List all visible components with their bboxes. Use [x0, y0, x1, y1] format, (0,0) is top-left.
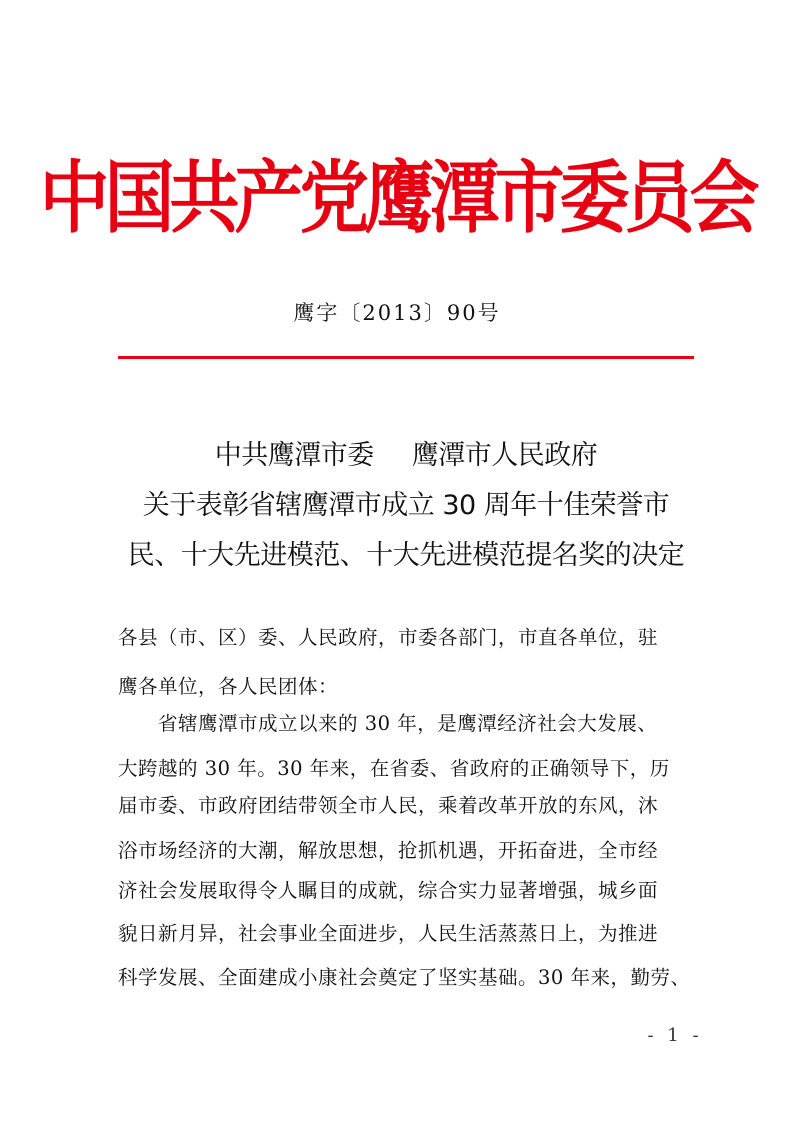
body-line-3: 省辖鹰潭市成立以来的 30 年，是鹰潭经济社会大发展、: [158, 712, 658, 735]
title-line-3: 民、十大先进模范、十大先进模范提名奖的决定: [127, 540, 685, 571]
body-line-9: 科学发展、全面建成小康社会奠定了坚实基础。30 年来，勤劳、: [118, 966, 691, 989]
document-number: 鹰字〔2013〕90号: [293, 301, 501, 325]
masthead-org-name: 中国共产党鹰潭市委员会: [39, 152, 755, 244]
red-divider-rule: [118, 356, 694, 359]
body-line-5: 届市委、市政府团结带领全市人民，乘着改革开放的东风，沐: [118, 794, 659, 817]
body-line-7: 济社会发展取得令人瞩目的成就，综合实力显著增强，城乡面: [118, 879, 659, 902]
body-line-1: 各县（市、区）委、人民政府，市委各部门，市直各单位，驻: [118, 626, 659, 649]
page-number: - 1 -: [647, 1025, 703, 1046]
body-line-8: 貌日新月异，社会事业全面进步，人民生活蒸蒸日上，为推进: [118, 922, 659, 945]
title-line-1: 中共鹰潭市委 鹰潭市人民政府: [214, 440, 598, 471]
title-line-2: 关于表彰省辖鹰潭市成立 30 周年十佳荣誉市: [142, 490, 670, 521]
body-line-6: 浴市场经济的大潮，解放思想，抢抓机遇，开拓奋进，全市经: [118, 839, 659, 862]
body-line-4: 大跨越的 30 年。30 年来，在省委、省政府的正确领导下，历: [118, 757, 670, 780]
body-line-2: 鹰各单位，各人民团体：: [118, 675, 339, 698]
